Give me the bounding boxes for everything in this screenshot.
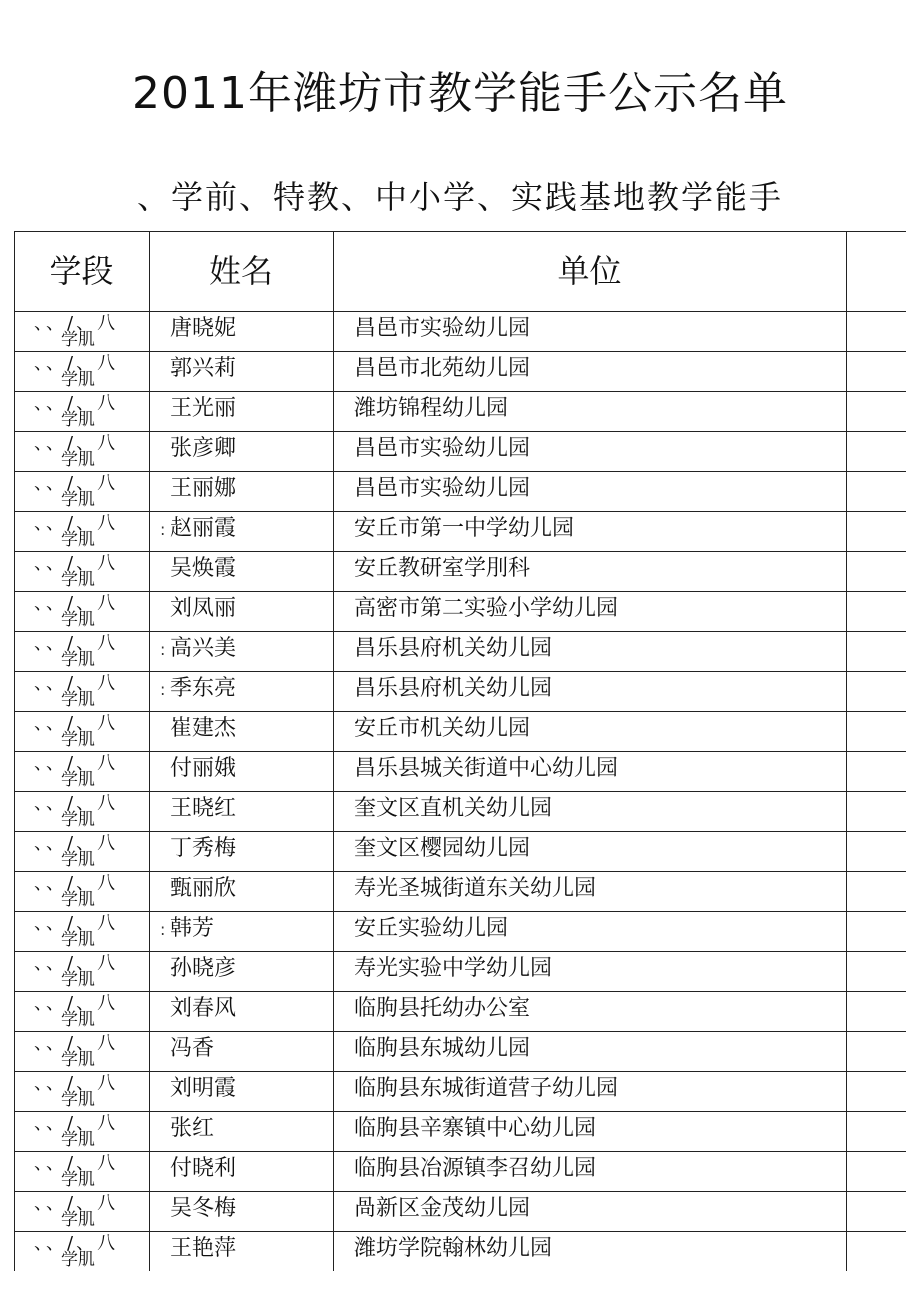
stage-mark-top: 、、/、八	[34, 593, 119, 614]
teacher-unit: 安丘市机关幼儿园	[354, 716, 531, 741]
stage-mark-bottom: 学肌	[61, 570, 95, 589]
teacher-name	[170, 1155, 236, 1183]
teacher-unit: 昌乐县府机关幼儿园	[354, 636, 553, 661]
table-row	[14, 991, 906, 1031]
teacher-unit: 寿光实验中学幼儿园	[354, 956, 553, 981]
stage-mark-top: 、、/、八	[34, 1113, 119, 1134]
teacher-unit: 寿光圣城街道东关幼儿园	[354, 876, 597, 901]
teacher-name	[170, 795, 236, 823]
table-row	[14, 1071, 906, 1111]
teacher-name	[170, 835, 236, 863]
teacher-table	[14, 231, 906, 1271]
stage-mark-top: 、、/、八	[34, 793, 119, 814]
teacher-name-text: 赵丽霞	[170, 516, 237, 541]
teacher-unit: 临朐县东城幼儿园	[354, 1036, 531, 1061]
table-row	[14, 311, 906, 351]
teacher-name	[170, 875, 236, 903]
table-row	[14, 951, 906, 991]
stage-mark-top: 、、/、八	[34, 873, 119, 894]
stage-mark-bottom: 学肌	[61, 850, 95, 869]
stage-mark-bottom: 学肌	[61, 770, 95, 789]
stage-mark-bottom: 学肌	[61, 690, 95, 709]
teacher-name: : 季东亮	[160, 676, 237, 701]
teacher-name	[170, 755, 236, 783]
teacher-name	[170, 1235, 236, 1263]
teacher-name-text: 吴冬梅	[170, 1196, 237, 1221]
stage-mark-top: 、、/、八	[34, 1233, 119, 1254]
stage-mark-bottom: 学肌	[61, 370, 95, 389]
table-row	[14, 1191, 906, 1231]
stage-mark-top: 、、/、八	[34, 1193, 119, 1214]
stage-mark-bottom: 学肌	[61, 1090, 95, 1109]
teacher-name	[170, 475, 236, 503]
section-title: 、学前、特教、中小学、实践基地教学能手	[136, 178, 783, 216]
teacher-name	[170, 1115, 214, 1143]
teacher-name	[170, 1035, 214, 1063]
stage-mark-top: 、、/、八	[34, 753, 119, 774]
table-row	[14, 511, 906, 551]
table-row	[14, 1031, 906, 1071]
table-row	[14, 1111, 906, 1151]
page-title: 2011年潍坊市教学能手公示名单	[132, 68, 788, 119]
teacher-unit: 昌邑市实验幼儿园	[354, 436, 531, 461]
stage-mark-top: 、、/、八	[34, 633, 119, 654]
stage-mark-bottom: 学肌	[61, 970, 95, 989]
stage-mark-top: 、、/、八	[34, 993, 119, 1014]
teacher-name	[170, 315, 236, 343]
teacher-name	[170, 1075, 236, 1103]
teacher-name-text: 王丽娜	[170, 476, 237, 501]
stage-mark-bottom: 学肌	[61, 330, 95, 349]
stage-mark-top: 、、/、八	[34, 513, 119, 534]
teacher-unit: 临朐县东城街道营子幼儿园	[354, 1076, 619, 1101]
stage-mark-top: 、、/、八	[34, 1153, 119, 1174]
teacher-unit: 昌乐县城关街道中心幼儿园	[354, 756, 619, 781]
stage-mark-top: 、、/、八	[34, 673, 119, 694]
table-row	[14, 551, 906, 591]
header-stage: 学段	[49, 252, 114, 290]
stage-mark-bottom: 学肌	[61, 1170, 95, 1189]
stage-mark-bottom: 学肌	[61, 490, 95, 509]
teacher-name	[170, 395, 236, 423]
teacher-name: : 韩芳	[160, 916, 215, 941]
teacher-name-text: 付丽娥	[170, 756, 237, 781]
table-row	[14, 671, 906, 711]
teacher-unit: 临朐县冶源镇李召幼儿园	[354, 1156, 597, 1181]
teacher-unit: 昌邑市实验幼儿园	[354, 476, 531, 501]
teacher-name-text: 吴焕霞	[170, 556, 237, 581]
teacher-unit: 安丘实验幼儿园	[354, 916, 509, 941]
stage-mark-top: 、、/、八	[34, 1073, 119, 1094]
teacher-name-text: 高兴美	[170, 636, 237, 661]
table-row	[14, 791, 906, 831]
teacher-name-text: 甄丽欣	[170, 876, 237, 901]
teacher-name: : 赵丽霞	[160, 516, 237, 541]
table-row	[14, 351, 906, 391]
table-row	[14, 471, 906, 511]
stage-mark-top: 、、/、八	[34, 953, 119, 974]
teacher-name-text: 付晓利	[170, 1156, 237, 1181]
teacher-name: : 高兴美	[160, 636, 237, 661]
stage-mark-top: 、、/、八	[34, 1033, 119, 1054]
stage-mark-top: 、、/、八	[34, 553, 119, 574]
stage-mark-bottom: 学肌	[61, 1010, 95, 1029]
stage-mark-bottom: 学肌	[61, 730, 95, 749]
teacher-unit: 咼新区金茂幼儿园	[354, 1196, 531, 1221]
teacher-unit: 临朐县托幼办公室	[354, 996, 531, 1021]
teacher-name-text: 季东亮	[170, 676, 237, 701]
teacher-name-text: 刘凤丽	[170, 596, 237, 621]
teacher-name-text: 郭兴莉	[170, 356, 237, 381]
teacher-unit: 临朐县辛寨镇中心幼儿园	[354, 1116, 597, 1141]
stage-mark-top: 、、/、八	[34, 433, 119, 454]
stage-mark-bottom: 学肌	[61, 810, 95, 829]
teacher-unit: 昌邑市实验幼儿园	[354, 316, 531, 341]
teacher-name	[170, 435, 236, 463]
teacher-unit: 昌乐县府机关幼儿园	[354, 676, 553, 701]
stage-mark-bottom: 学肌	[61, 1130, 95, 1149]
teacher-unit: 潍坊学院翰林幼儿园	[354, 1236, 553, 1261]
stage-mark-bottom: 学肌	[61, 1050, 95, 1069]
stage-mark-top: 、、/、八	[34, 473, 119, 494]
teacher-name-text: 孙晓彦	[170, 956, 237, 981]
table-row	[14, 911, 906, 951]
stage-mark-bottom: 学肌	[61, 930, 95, 949]
teacher-unit: 安丘教研室学刖科	[354, 556, 531, 581]
stage-mark-bottom: 学肌	[61, 1210, 95, 1229]
teacher-name	[170, 555, 236, 583]
teacher-name-text: 王光丽	[170, 396, 237, 421]
stage-mark-bottom: 学肌	[61, 1250, 95, 1269]
teacher-name	[170, 995, 236, 1023]
table-row	[14, 1151, 906, 1191]
teacher-name-text: 王艳萍	[170, 1236, 237, 1261]
teacher-name-text: 张彦卿	[170, 436, 237, 461]
teacher-name	[170, 715, 236, 743]
stage-mark-top: 、、/、八	[34, 913, 119, 934]
table-row	[14, 751, 906, 791]
table-row	[14, 711, 906, 751]
teacher-name	[170, 955, 236, 983]
header-unit: 单位	[557, 252, 622, 290]
teacher-unit: 昌邑市北苑幼儿园	[354, 356, 531, 381]
teacher-name-text: 王晓红	[170, 796, 237, 821]
teacher-name-text: 丁秀梅	[170, 836, 237, 861]
stage-mark-top: 、、/、八	[34, 313, 119, 334]
table-row	[14, 631, 906, 671]
teacher-name-text: 崔建杰	[170, 716, 237, 741]
stage-mark-bottom: 学肌	[61, 450, 95, 469]
teacher-unit: 安丘市第一中学幼儿园	[354, 516, 575, 541]
teacher-name-text: 唐晓妮	[170, 316, 237, 341]
stage-mark-top: 、、/、八	[34, 713, 119, 734]
stage-mark-top: 、、/、八	[34, 833, 119, 854]
teacher-unit: 奎文区樱园幼儿园	[354, 836, 531, 861]
table-row	[14, 591, 906, 631]
stage-mark-top: 、、/、八	[34, 353, 119, 374]
stage-mark-bottom: 学肌	[61, 410, 95, 429]
stage-mark-bottom: 学肌	[61, 890, 95, 909]
teacher-unit: 高密市第二实验小学幼儿园	[354, 596, 619, 621]
stage-mark-bottom: 学肌	[61, 530, 95, 549]
stage-mark-top: 、、/、八	[34, 393, 119, 414]
teacher-name-text: 刘明霞	[170, 1076, 237, 1101]
table-row	[14, 1231, 906, 1271]
teacher-name	[170, 355, 236, 383]
teacher-name	[170, 595, 236, 623]
stage-mark-bottom: 学肌	[61, 610, 95, 629]
teacher-name-text: 韩芳	[170, 916, 215, 941]
stage-mark-bottom: 学肌	[61, 650, 95, 669]
teacher-name-text: 张红	[170, 1116, 215, 1141]
teacher-name-text: 刘春风	[170, 996, 237, 1021]
teacher-name-text: 冯香	[170, 1036, 215, 1061]
teacher-unit: 潍坊锦程幼儿园	[354, 396, 509, 421]
table-row	[14, 871, 906, 911]
table-row	[14, 431, 906, 471]
table-row	[14, 391, 906, 431]
table-row	[14, 831, 906, 871]
teacher-unit: 奎文区直机关幼儿园	[354, 796, 553, 821]
teacher-name	[170, 1195, 236, 1223]
header-name: 姓名	[208, 252, 273, 290]
